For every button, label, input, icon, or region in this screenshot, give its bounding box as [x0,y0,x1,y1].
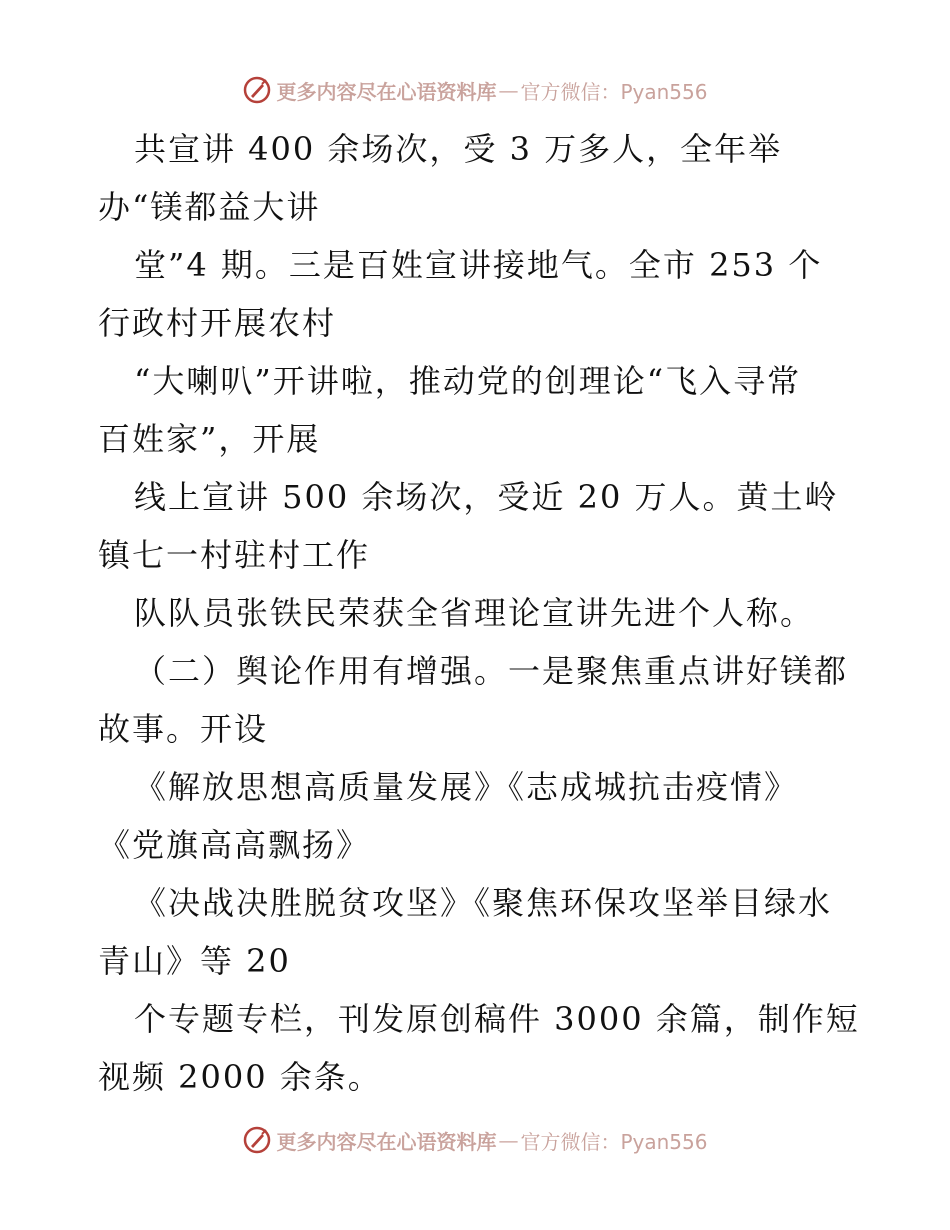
header-watermark [0,70,950,110]
body-line: 百姓家”，开展 [98,420,321,458]
body-line: 青山》等 20 [98,942,291,980]
body-line: 镇七一村驻村工作 [98,536,371,574]
body-line: “大喇叭”开讲啦，推动党的创理论“飞入寻常 [134,362,802,400]
body-line: 个专题专栏，刊发原创稿件 3000 余篇，制作短 [134,1000,860,1038]
watermark-site-text: 更多内容尽在心语资料库 [276,1129,497,1154]
body-line: （二）舆论作用有增强。一是聚焦重点讲好镁都 [134,652,849,690]
watermark-contact-text: 官方微信：Pyan556 [520,79,708,104]
feather-quill-icon [242,75,272,105]
body-line: 堂”4 期。三是百姓宣讲接地气。全市 253 个 [134,246,823,284]
body-line: 故事。开设 [98,710,269,748]
body-line: 视频 2000 余条。 [98,1058,382,1096]
watermark-dash: — [498,78,519,102]
body-line: 线上宣讲 500 余场次，受近 20 万人。黄土岭 [134,478,839,516]
body-line: 队队员张铁民荣获全省理论宣讲先进个人称。 [134,594,815,632]
body-line: 《解放思想高质量发展》《志成城抗击疫情》 [134,768,799,806]
watermark-contact-text: 官方微信：Pyan556 [520,1129,708,1154]
feather-quill-icon [242,1125,272,1155]
body-line: 《党旗高高飘扬》 [98,826,371,864]
body-line: 《决战决胜脱贫攻坚》《聚焦环保攻坚举目绿水 [134,884,833,922]
watermark-site-text: 更多内容尽在心语资料库 [276,79,497,104]
body-line: 共宣讲 400 余场次，受 3 万多人，全年举 [134,130,783,168]
body-line: 办“镁都益大讲 [98,188,321,226]
body-line: 行政村开展农村 [98,304,337,342]
footer-watermark [0,1120,950,1160]
watermark-dash: — [498,1128,519,1152]
